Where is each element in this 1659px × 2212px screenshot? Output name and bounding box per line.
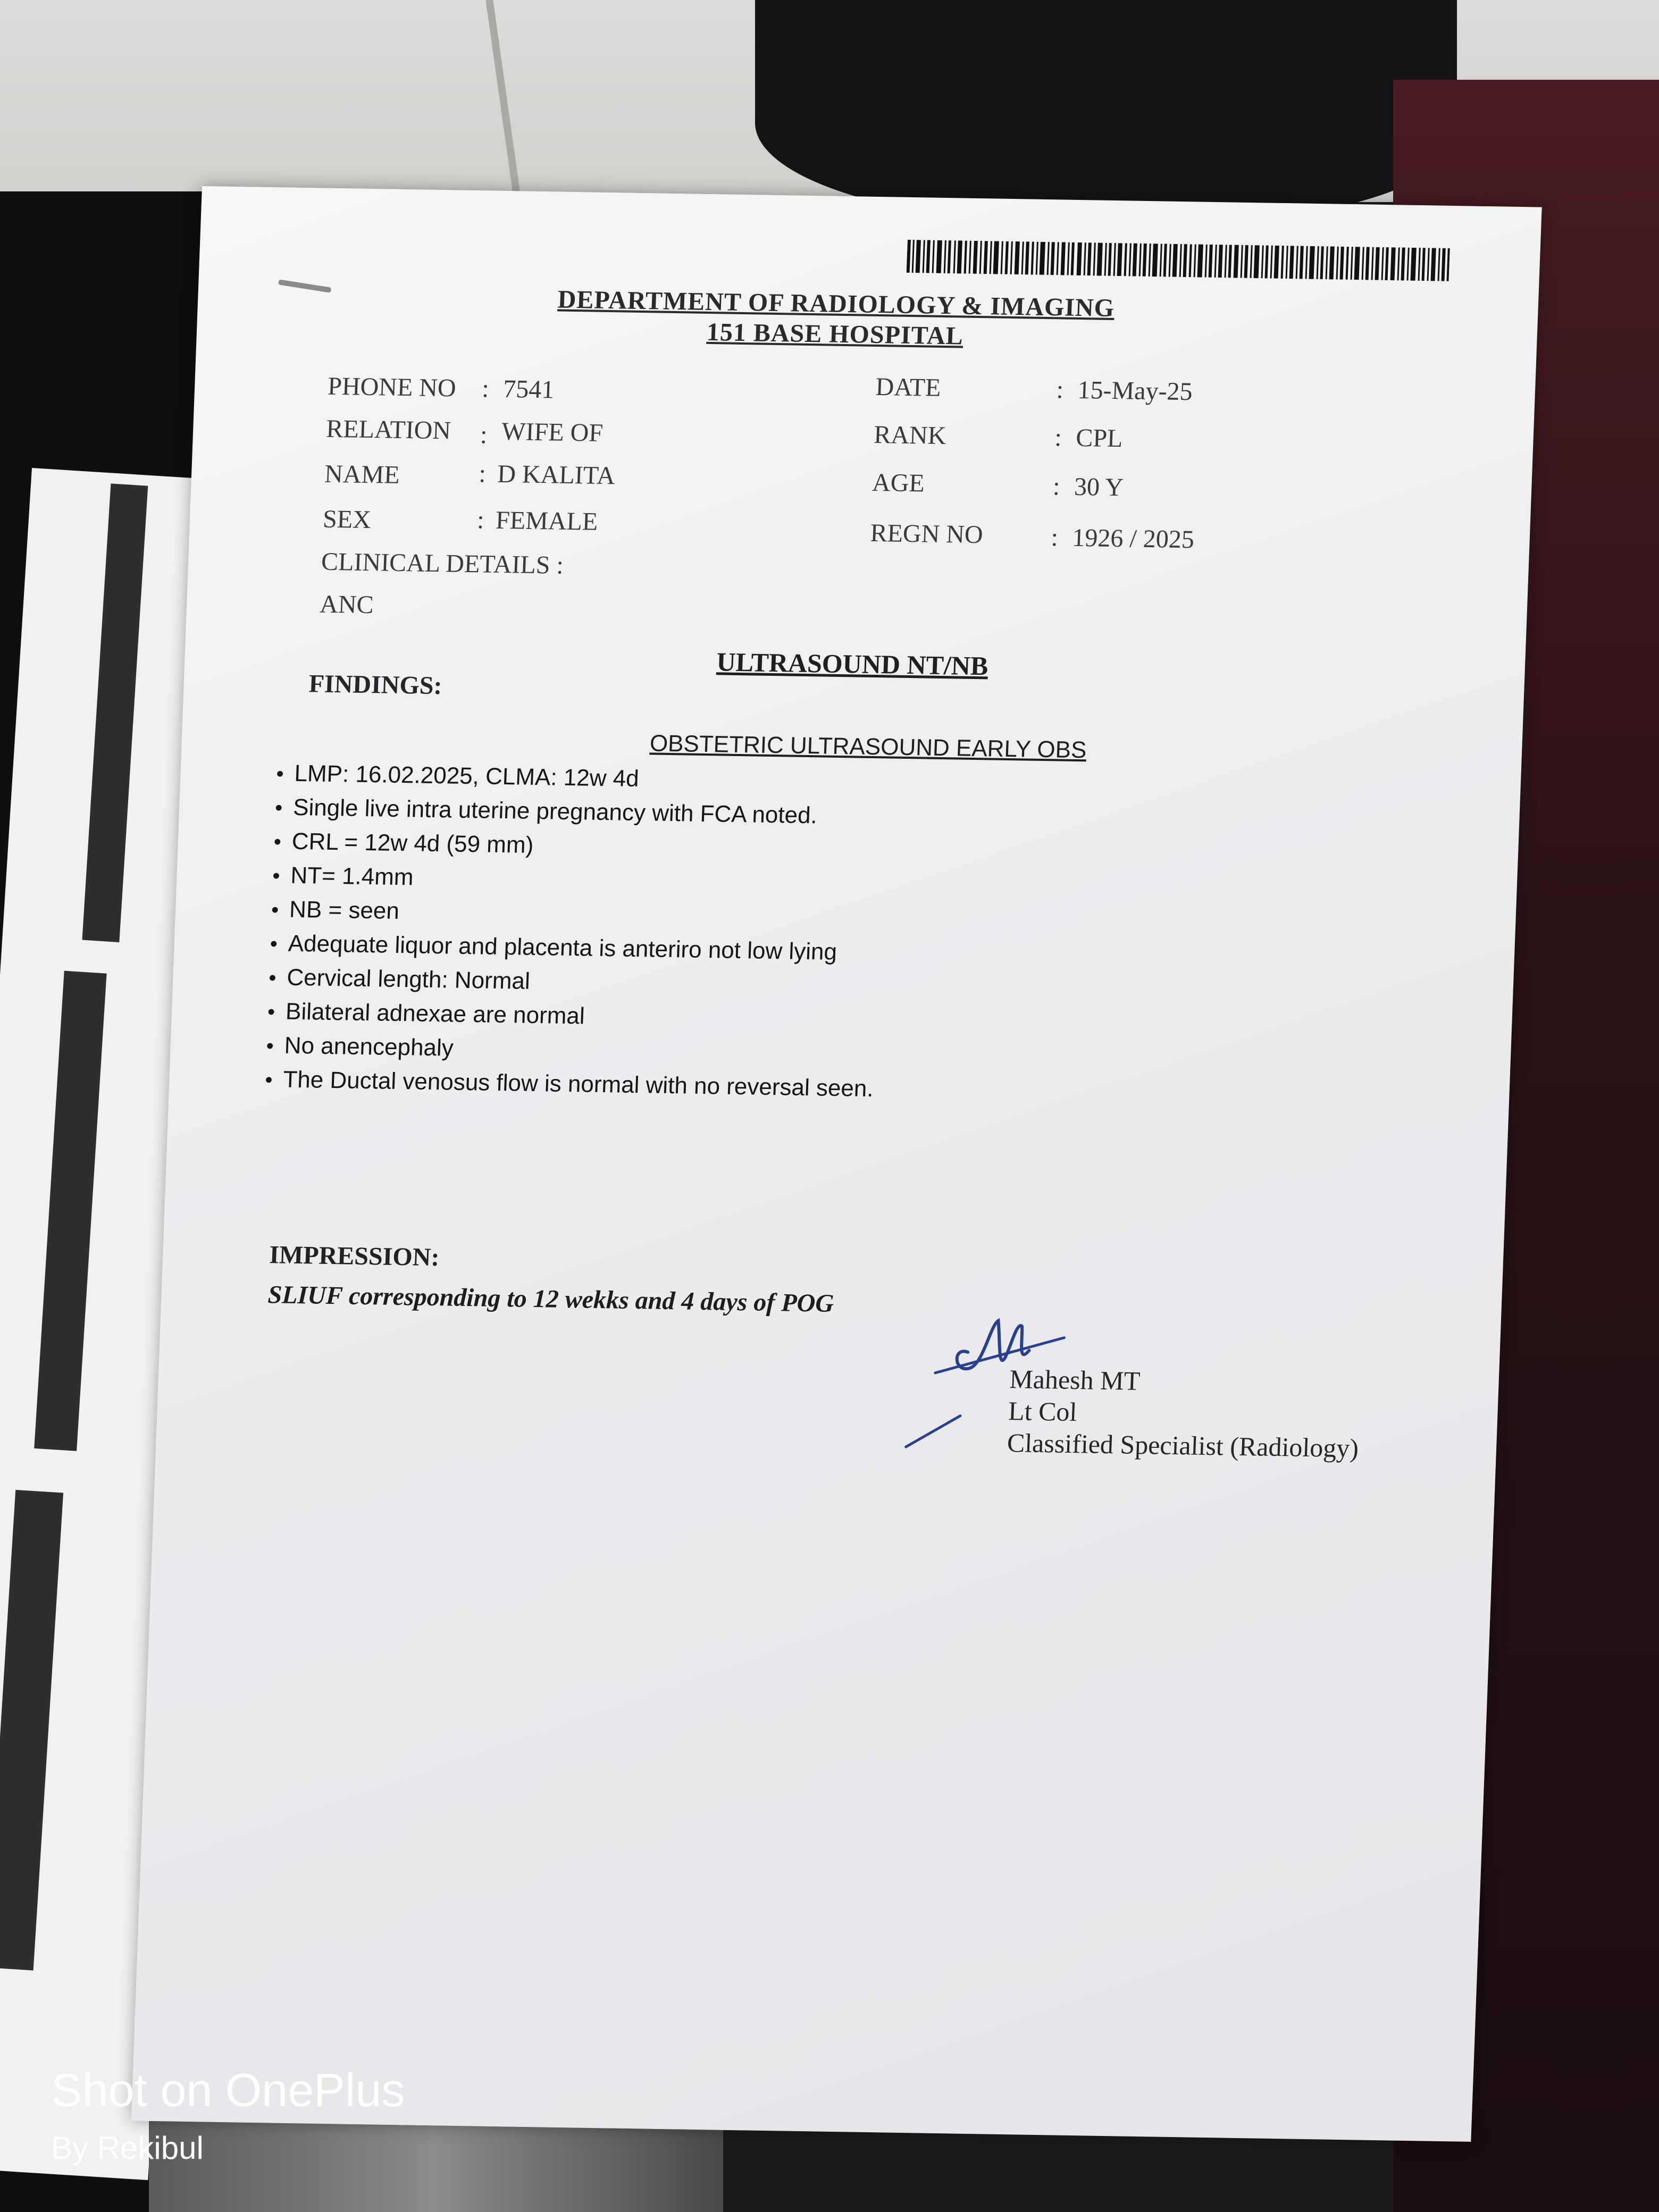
name-label: NAME <box>324 459 400 489</box>
regn-colon: : <box>1050 523 1059 552</box>
name-value: D KALITA <box>497 459 616 490</box>
finding-item: • NT= 1.4mm <box>272 858 881 902</box>
signatory-designation: Classified Specialist (Radiology) <box>1007 1428 1360 1463</box>
name-colon: : <box>478 459 487 488</box>
age-label: AGE <box>872 468 925 498</box>
age-colon: : <box>1052 472 1061 501</box>
clinical-details-label: CLINICAL DETAILS : <box>321 547 564 580</box>
finding-item: • Cervical length: Normal <box>268 960 877 1004</box>
impression-text: SLIUF corresponding to 12 wekks and 4 days of POG <box>267 1280 835 1318</box>
phone-colon: : <box>481 374 490 403</box>
hospital-title: 151 BASE HOSPITAL <box>706 317 964 350</box>
rank-colon: : <box>1054 423 1062 452</box>
barcode <box>907 240 1450 281</box>
phone-value: 7541 <box>502 374 555 404</box>
sex-colon: : <box>476 506 485 534</box>
phone-label: PHONE NO <box>327 372 457 403</box>
regn-value: 1926 / 2025 <box>1071 523 1195 554</box>
relation-label: RELATION <box>325 414 451 445</box>
finding-item: • The Ductal venosus flow is normal with no reversal seen. <box>264 1062 874 1106</box>
date-label: DATE <box>875 372 942 402</box>
ultrasound-image-strip <box>0 1490 63 1971</box>
date-colon: : <box>1055 375 1065 404</box>
ultrasound-image-strip <box>82 483 148 942</box>
dark-object <box>755 0 1457 223</box>
finding-item: • CRL = 12w 4d (59 mm) <box>273 824 883 868</box>
signatory-name: Mahesh MT <box>1009 1364 1141 1396</box>
clinical-details-value: ANC <box>319 590 374 619</box>
relation-value: WIFE OF <box>501 417 604 447</box>
findings-list <box>264 756 885 1106</box>
finding-item: • LMP: 16.02.2025, CLMA: 12w 4d <box>275 756 885 800</box>
ultrasound-image-strip <box>34 971 106 1451</box>
rank-label: RANK <box>873 420 947 450</box>
photographer-watermark: By Rekibul <box>51 2130 204 2166</box>
age-value: 30 Y <box>1074 472 1124 502</box>
impression-label: IMPRESSION: <box>269 1241 440 1272</box>
sex-label: SEX <box>322 505 372 534</box>
finding-item: • Adequate liquor and placenta is anteriro not low lying <box>270 926 879 970</box>
findings-label: FINDINGS: <box>308 669 443 700</box>
rank-value: CPL <box>1075 423 1124 453</box>
finding-item: • Bilateral adnexae are normal <box>267 994 876 1038</box>
signatory-rank: Lt Col <box>1008 1396 1078 1427</box>
ultrasound-image-bottom <box>149 2116 723 2212</box>
camera-watermark: Shot on OnePlus <box>51 2064 405 2116</box>
regn-label: REGN NO <box>869 518 984 549</box>
findings-subtitle: OBSTETRIC ULTRASOUND EARLY OBS <box>649 730 1087 764</box>
finding-item: • Single live intra uterine pregnancy with FCA noted. <box>274 790 884 834</box>
department-title: DEPARTMENT OF RADIOLOGY & IMAGING <box>557 285 1115 322</box>
study-title: ULTRASOUND NT/NB <box>716 647 989 681</box>
date-value: 15-May-25 <box>1077 375 1193 406</box>
relation-colon: : <box>480 421 488 449</box>
sex-value: FEMALE <box>495 506 599 536</box>
finding-item: • NB = seen <box>271 892 880 936</box>
finding-item: • No anencephaly <box>266 1028 875 1072</box>
radiology-report-page <box>131 186 1542 2142</box>
